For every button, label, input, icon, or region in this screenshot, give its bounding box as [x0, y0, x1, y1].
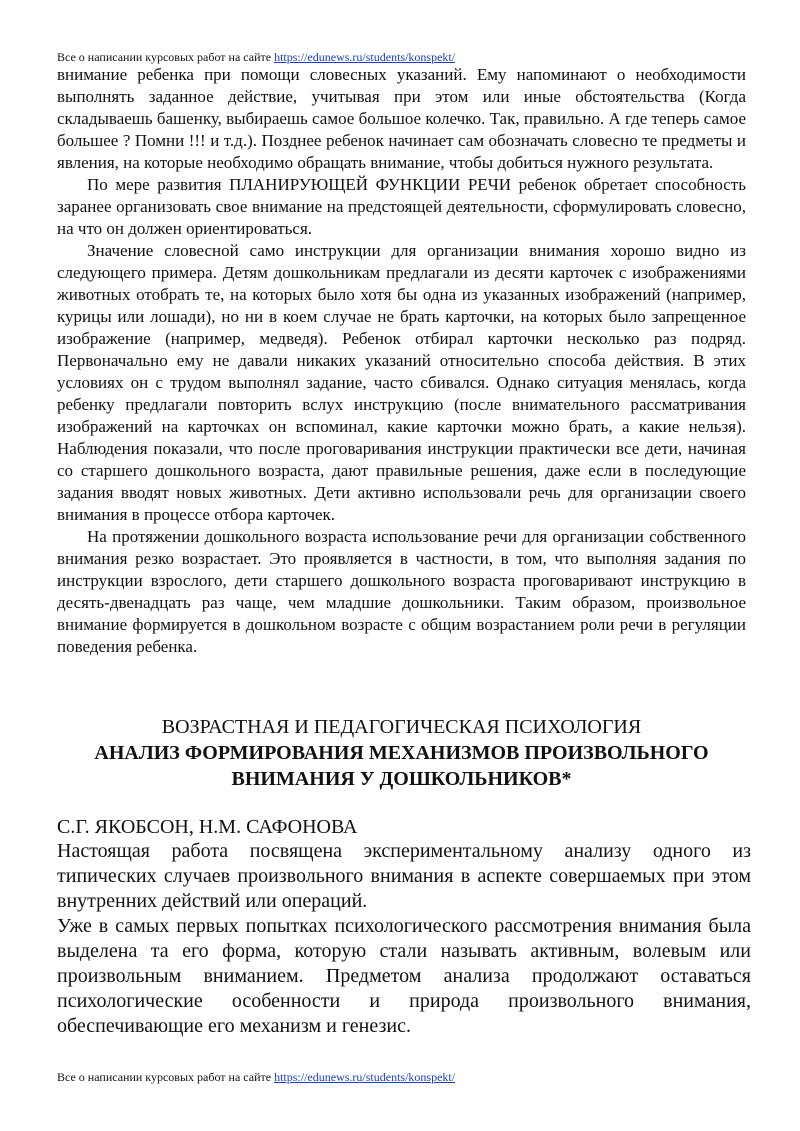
article-title-line-1: АНАЛИЗ ФОРМИРОВАНИЯ МЕХАНИЗМОВ ПРОИЗВОЛЬНОГО	[94, 742, 709, 764]
section-category: ВОЗРАСТНАЯ И ПЕДАГОГИЧЕСКАЯ ПСИХОЛОГИЯ	[161, 716, 642, 738]
header-link[interactable]: https://edunews.ru/students/konspekt/	[274, 50, 456, 64]
header-text: Все о написании курсовых работ на сайте	[57, 50, 275, 64]
article-authors: С.Г. ЯКОБСОН, Н.М. САФОНОВА	[57, 816, 358, 838]
paragraph-4: На протяжении дошкольного возраста использование речи для организации собственного внимания резко возрастает. Это проявляется в частности, в том, что выполняя задания по инструкции взрослого, дети старшего дошкольного возраста проговаривают инструкцию в десять-двенадцать раз чаще, чем младшие дошкольники. Таким образом, произвольное внимание формируется в дошкольном возрасте с общим возрастанием роли речи в регуляции поведения ребенка.	[57, 527, 746, 656]
section-heading	[57, 714, 746, 792]
paragraph-2: По мере развития ПЛАНИРУЮЩЕЙ ФУНКЦИИ РЕЧИ ребенок обретает способность заранее организовать свое внимание на предстоящей деятельности, сформулировать словесно, на что он должен ориентироваться.	[57, 175, 746, 238]
article-title-line-2: ВНИМАНИЯ У ДОШКОЛЬНИКОВ*	[231, 768, 572, 790]
footer-link[interactable]: https://edunews.ru/students/konspekt/	[274, 1070, 456, 1084]
paragraph-1: внимание ребенка при помощи словесных указаний. Ему напоминают о необходимости выполнять заданное действие, учитывая при этом или иные обстоятельства (Когда складываешь башенку, выбираешь самое большое колечко. Так, правильно. А где теперь самое большее ? Помни !!! и т.д.). Позднее ребенок начинает сам обозначать словесно те предметы и явления, на которые необходимо обращать внимание, чтобы добиться нужного результата.	[57, 65, 746, 172]
intro-paragraph-2: Уже в самых первых попытках психологического рассмотрения внимания была выделена та его форма, которую стали называть активным, волевым или произвольным вниманием. Предметом анализа продолжают оставаться психологические особенности и природа произвольного внимания, обеспечивающие его механизм и генезис.	[57, 915, 751, 1037]
page-header	[57, 50, 455, 64]
paragraph-3: Значение словесной само инструкции для организации внимания хорошо видно из следующего примера. Детям дошкольникам предлагали из десяти карточек с изображениями животных отобрать те, на которых было хотя бы одна из указанных изображений (например, курицы или лошади), но ни в коем случае не брать карточки, на которых было запрещенное изображение (например, медведя). Ребенок отбирал карточки несколько раз подряд. Первоначально ему не давали никаких указаний относительно способа действия. В этих условиях он с трудом выполнял задание, часто сбивался. Однако ситуация менялась, когда ребенку предлагали повторить вслух инструкцию (после внимательного рассматривания изображений на карточках он вспоминал, какие карточки можно брать, а какие нельзя). Наблюдения показали, что после проговаривания инструкции практически все дети, начиная со старшего дошкольного возраста, дают правильные решения, даже если в последующие задания вводят новых животных. Дети активно использовали речь для организации своего внимания в процессе отбора карточек.	[57, 241, 746, 524]
intro-paragraph-1: Настоящая работа посвящена экспериментальному анализу одного из типических случаев произвольного внимания в аспекте совершаемых при этом внутренних действий или операций.	[57, 840, 751, 912]
footer-text: Все о написании курсовых работ на сайте	[57, 1070, 275, 1084]
page-footer	[57, 1070, 455, 1084]
article-intro	[57, 839, 751, 1039]
article-body	[57, 64, 746, 658]
